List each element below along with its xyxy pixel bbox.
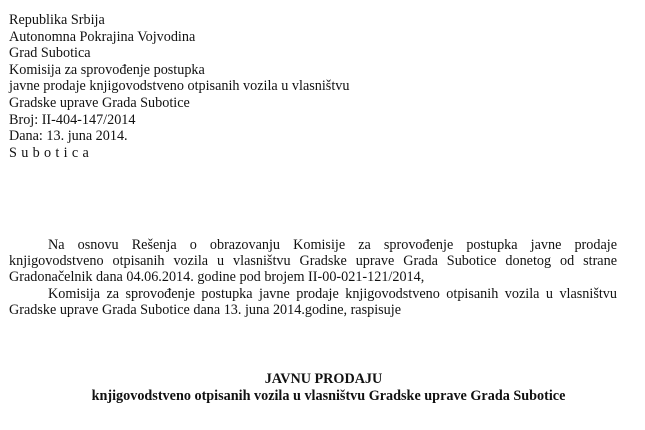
announcement-heading: JAVNU PRODAJU <box>264 371 383 387</box>
document-body <box>9 237 617 318</box>
header-administration: Gradske uprave Grada Subotice <box>9 94 190 111</box>
body-paragraph-basis: Na osnovu Rešenja o obrazovanju Komisije za sprovođenje postupka javne prodaje knjigovodstveno otpisanih vozila u vlasništvu Gradske uprave Grada Subotice donetog od strane Gradonačelnik dana 04.06.2014. godine pod brojem II-00-021-121/2014, <box>9 237 617 286</box>
header-commission-purpose: javne prodaje knjigovodstveno otpisanih vozila u vlasništvu <box>9 78 350 95</box>
header-province: Autonomna Pokrajina Vojvodina <box>9 28 196 45</box>
header-commission: Komisija za sprovođenje postupka <box>9 61 205 78</box>
header-city: Grad Subotica <box>9 45 91 62</box>
announcement-title <box>0 371 645 404</box>
header-country: Republika Srbija <box>9 12 105 28</box>
header-place: Subotica <box>9 144 94 161</box>
body-paragraph-announcement: Komisija za sprovođenje postupka javne prodaje knjigovodstveno otpisanih vozila u vlasništvu Gradske uprave Grada Subotice dana 13. juna 2014.godine, raspisuje <box>9 285 617 318</box>
document-header <box>9 12 349 161</box>
announcement-subheading: knjigovodstveno otpisanih vozila u vlasništvu Gradske uprave Grada Subotice <box>91 387 566 404</box>
header-date: Dana: 13. juna 2014. <box>9 128 128 145</box>
header-reference-number: Broj: II-404-147/2014 <box>9 111 136 128</box>
